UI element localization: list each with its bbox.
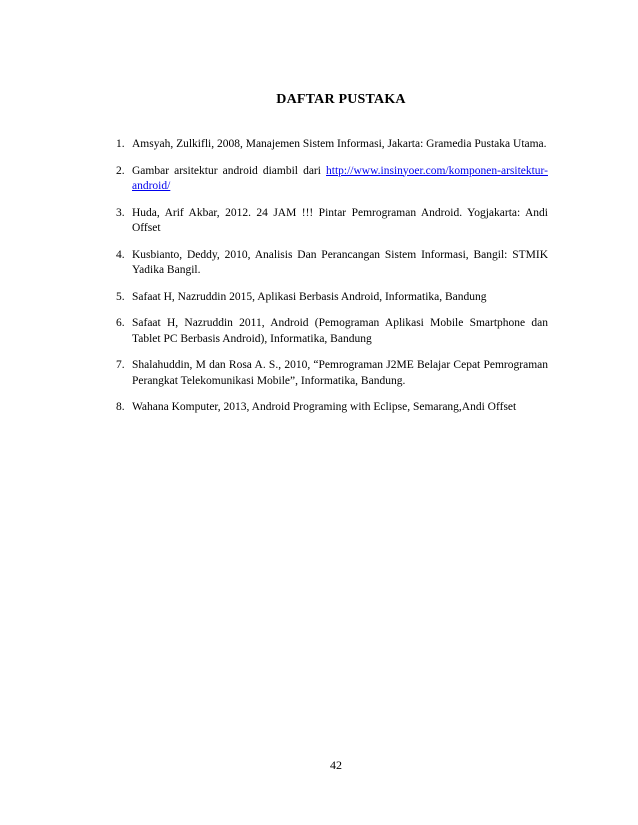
reference-item [116, 316, 548, 347]
reference-item [116, 137, 548, 153]
reference-text: Safaat H, Nazruddin 2011, Android (Pemograman Aplikasi Mobile Smartphone dan Tablet PC Berbasis Android), Informatika, Bandung [132, 317, 548, 345]
reference-text: Shalahuddin, M dan Rosa A. S., 2010, “Pemrograman J2ME Belajar Cepat Pemrograman Perangkat Telekomunikasi Mobile”, Informatika, Bandung. [132, 359, 548, 387]
reference-item [116, 206, 548, 237]
reference-text-before-link: Gambar arsitektur android diambil dari [132, 164, 327, 177]
reference-text [132, 165, 548, 193]
reference-number: 7. [116, 359, 125, 371]
reference-number: 1. [116, 138, 125, 150]
reference-item [116, 290, 548, 306]
reference-number: 3. [116, 206, 125, 219]
reference-list [116, 137, 548, 427]
page-number: 42 [330, 758, 342, 772]
reference-item [116, 400, 548, 416]
reference-text: Kusbianto, Deddy, 2010, Analisis Dan Perancangan Sistem Informasi, Bangil: STMIK Yadika Bangil. [132, 248, 548, 276]
reference-text: Amsyah, Zulkifli, 2008, Manajemen Sistem Informasi, Jakarta: Gramedia Pustaka Utama. [132, 138, 547, 150]
reference-number: 4. [116, 248, 125, 261]
reference-text: Wahana Komputer, 2013, Android Programing with Eclipse, Semarang,Andi Offset [132, 401, 517, 413]
reference-item [116, 164, 548, 195]
reference-item [116, 248, 548, 279]
reference-link[interactable]: http://www.insinyoer.com/komponen-arsitektur-android/ [132, 164, 548, 192]
reference-number: 8. [116, 401, 125, 413]
reference-item [116, 358, 548, 389]
reference-number: 6. [116, 317, 125, 329]
reference-number: 5. [116, 290, 125, 303]
reference-number: 2. [116, 164, 125, 177]
reference-text: Safaat H, Nazruddin 2015, Aplikasi Berbasis Android, Informatika, Bandung [132, 290, 487, 303]
reference-text: Huda, Arif Akbar, 2012. 24 JAM !!! Pintar Pemrograman Android. Yogjakarta: Andi Offset [132, 206, 548, 234]
page-title: DAFTAR PUSTAKA [276, 92, 406, 107]
